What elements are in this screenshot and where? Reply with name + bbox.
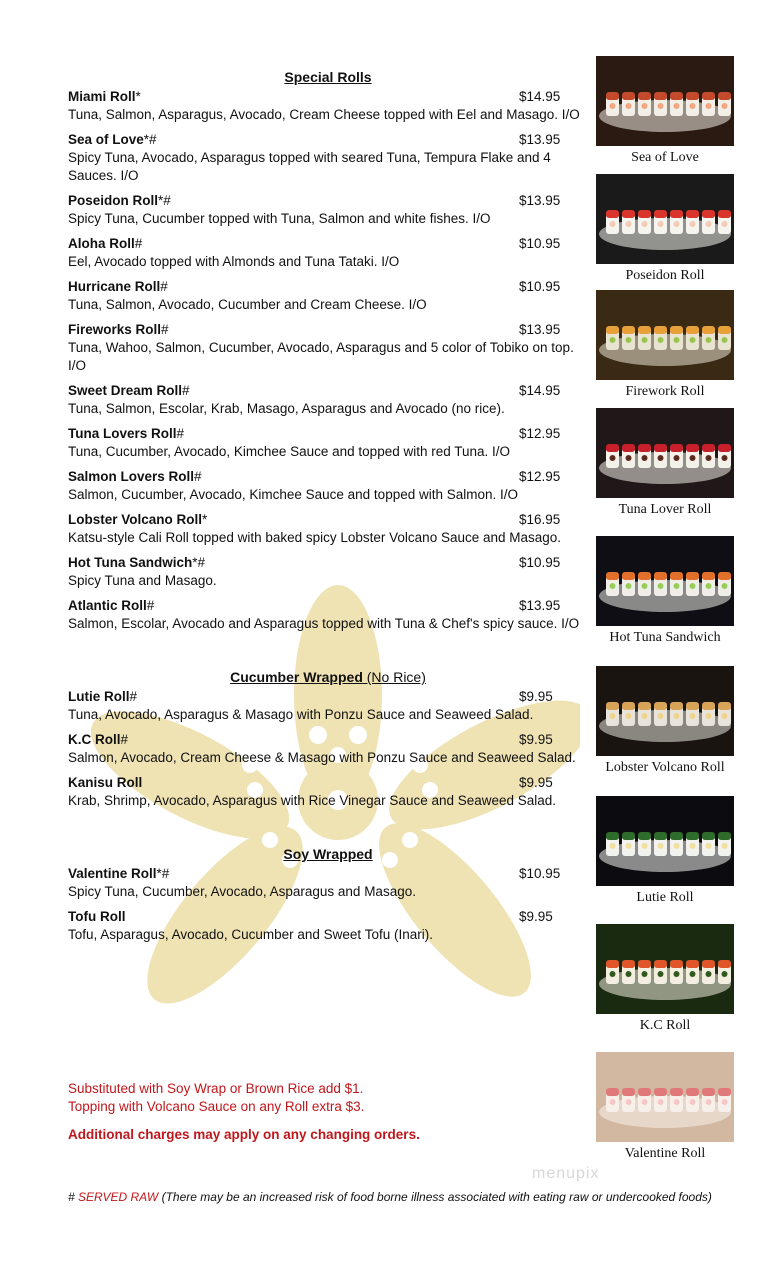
menu-item-name: Kanisu Roll bbox=[68, 775, 143, 790]
menu-item-name: Hurricane Roll bbox=[68, 279, 161, 294]
sushi-photo bbox=[592, 1052, 738, 1162]
menu-item bbox=[68, 131, 588, 185]
section-title-cucumber-wrapped bbox=[68, 668, 588, 686]
menu-item-price: $13.95 bbox=[519, 193, 561, 208]
section-note: (No Rice) bbox=[362, 669, 426, 685]
menu-list bbox=[68, 68, 588, 951]
menu-item bbox=[68, 774, 588, 810]
menu-item-price: $12.95 bbox=[519, 469, 561, 484]
sushi-photo bbox=[592, 290, 738, 400]
menu-item-price: $9.95 bbox=[519, 732, 553, 747]
menu-item bbox=[68, 865, 588, 901]
menu-item-price: $13.95 bbox=[519, 322, 561, 337]
menu-item-price: $10.95 bbox=[519, 279, 561, 294]
menu-item-mark: # bbox=[176, 426, 185, 441]
menu-item-name: Tuna Lovers Roll bbox=[68, 426, 177, 441]
menu-item-name: Tofu Roll bbox=[68, 909, 126, 924]
menupix-watermark: menupix bbox=[532, 1165, 600, 1182]
menu-item-price: $9.95 bbox=[519, 689, 553, 704]
menu-item bbox=[68, 688, 588, 724]
sushi-image bbox=[596, 536, 734, 626]
menu-item bbox=[68, 511, 588, 547]
menu-item-header bbox=[68, 468, 588, 486]
menu-item-header bbox=[68, 774, 588, 792]
menu-item-mark: * bbox=[135, 89, 141, 104]
menu-item-name: Lobster Volcano Roll bbox=[68, 512, 203, 527]
sushi-photo bbox=[592, 408, 738, 518]
sushi-photo bbox=[592, 536, 738, 646]
menu-item-header bbox=[68, 511, 588, 529]
menu-item bbox=[68, 731, 588, 767]
raw-disclaimer bbox=[68, 1190, 712, 1204]
menu-item-price: $14.95 bbox=[519, 383, 561, 398]
menu-item bbox=[68, 382, 588, 418]
menu-item-mark: # bbox=[146, 598, 155, 613]
menu-item-price: $10.95 bbox=[519, 866, 561, 881]
menu-item-header bbox=[68, 688, 588, 706]
menu-item-description: Tofu, Asparagus, Avocado, Cucumber and Sweet Tofu (Inari). bbox=[68, 927, 433, 942]
menu-item-mark: *# bbox=[158, 193, 171, 208]
menu-item-name: Sweet Dream Roll bbox=[68, 383, 183, 398]
menu-item-name: Hot Tuna Sandwich bbox=[68, 555, 193, 570]
menu-item bbox=[68, 908, 588, 944]
menu-item bbox=[68, 554, 588, 590]
menu-item-mark: # bbox=[120, 732, 129, 747]
menu-item bbox=[68, 88, 588, 124]
menu-item-description: Spicy Tuna, Cucumber topped with Tuna, Salmon and white fishes. I/O bbox=[68, 211, 491, 226]
photo-caption: Firework Roll bbox=[625, 384, 705, 399]
menu-item-mark: *# bbox=[192, 555, 206, 570]
menu-item bbox=[68, 192, 588, 228]
menu-item-description: Eel, Avocado topped with Almonds and Tuna Tataki. I/O bbox=[68, 254, 400, 269]
menu-item-name: Atlantic Roll bbox=[68, 598, 147, 613]
sushi-image bbox=[596, 408, 734, 498]
menu-item-name: Miami Roll bbox=[68, 89, 136, 104]
menu-item-name: Lutie Roll bbox=[68, 689, 130, 704]
sushi-image bbox=[596, 174, 734, 264]
sushi-image bbox=[596, 1052, 734, 1142]
menu-item-mark: # bbox=[182, 383, 190, 398]
menu-item-price: $10.95 bbox=[519, 555, 561, 570]
menu-item-description: Krab, Shrimp, Avocado, Asparagus with Rice Vinegar Sauce and Seaweed Salad. bbox=[68, 793, 557, 808]
sushi-photo bbox=[592, 56, 738, 166]
note-volcano-topping: Topping with Volcano Sauce on any Roll extra $3. bbox=[68, 1099, 365, 1114]
menu-notes bbox=[68, 1080, 420, 1144]
menu-item-description: Salmon, Escolar, Avocado and Asparagus topped with Tuna & Chef's spicy sauce. I/O bbox=[68, 616, 580, 631]
served-raw-label: SERVED RAW bbox=[78, 1190, 159, 1204]
menu-item-price: $13.95 bbox=[519, 132, 561, 147]
menu-item-header bbox=[68, 88, 588, 106]
photo-caption: Valentine Roll bbox=[624, 1146, 706, 1161]
sushi-image bbox=[596, 290, 734, 380]
section-title-soy-wrapped: Soy Wrapped bbox=[283, 846, 373, 862]
note-additional-charges: Additional charges may apply on any changing orders. bbox=[68, 1127, 420, 1142]
menu-item-name: Poseidon Roll bbox=[68, 193, 159, 208]
menu-item-description: Salmon, Cucumber, Avocado, Kimchee Sauce and topped with Salmon. I/O bbox=[68, 487, 519, 502]
menu-item-mark: # bbox=[160, 279, 168, 294]
menu-item-price: $10.95 bbox=[519, 236, 561, 251]
photo-caption: Hot Tuna Sandwich bbox=[609, 630, 721, 645]
menu-item-name: Fireworks Roll bbox=[68, 322, 162, 337]
menu-item-header bbox=[68, 731, 588, 749]
footer-disclaimer-text: (There may be an increased risk of food borne illness associated with eating raw or undercooked foods) bbox=[158, 1190, 712, 1204]
menu-item-mark: *# bbox=[156, 866, 170, 881]
menu-item-price: $12.95 bbox=[519, 426, 561, 441]
photo-caption: K.C Roll bbox=[639, 1018, 691, 1033]
photo-caption: Lutie Roll bbox=[636, 890, 694, 905]
note-substitution: Substituted with Soy Wrap or Brown Rice add $1. bbox=[68, 1081, 364, 1096]
menu-item bbox=[68, 468, 588, 504]
section-title-special-rolls: Special Rolls bbox=[284, 69, 372, 85]
sushi-image bbox=[596, 666, 734, 756]
sushi-photo bbox=[592, 666, 738, 776]
sushi-photo bbox=[592, 924, 738, 1034]
menu-item-name: Valentine Roll bbox=[68, 866, 157, 881]
menu-item-header bbox=[68, 131, 588, 149]
menu-item bbox=[68, 278, 588, 314]
menu-item-mark: # bbox=[129, 689, 138, 704]
menu-item-description: Tuna, Salmon, Avocado, Cucumber and Cream Cheese. I/O bbox=[68, 297, 427, 312]
menu-item-description: Tuna, Salmon, Escolar, Krab, Masago, Asparagus and Avocado (no rice). bbox=[68, 401, 505, 416]
menu-item-description: Tuna, Cucumber, Avocado, Kimchee Sauce and topped with red Tuna. I/O bbox=[68, 444, 511, 459]
sushi-image bbox=[596, 924, 734, 1014]
footer-hash: # bbox=[68, 1190, 79, 1204]
menu-item-price: $14.95 bbox=[519, 89, 561, 104]
menu-item-description: Tuna, Salmon, Asparagus, Avocado, Cream Cheese topped with Eel and Masago. I/O bbox=[68, 107, 580, 122]
menu-item-header bbox=[68, 321, 588, 339]
menu-item-description: Tuna, Avocado, Asparagus & Masago with Ponzu Sauce and Seaweed Salad. bbox=[68, 707, 534, 722]
menu-item-mark: *# bbox=[143, 132, 157, 147]
photo-caption: Poseidon Roll bbox=[625, 268, 705, 283]
menu-item-description: Salmon, Avocado, Cream Cheese & Masago with Ponzu Sauce and Seaweed Salad. bbox=[68, 750, 576, 765]
menu-item-description: Spicy Tuna and Masago. bbox=[68, 573, 217, 588]
menu-item-header bbox=[68, 865, 588, 883]
menu-item-header bbox=[68, 908, 588, 926]
menu-item-header bbox=[68, 235, 588, 253]
menu-item-mark: # bbox=[194, 469, 202, 484]
menu-item-description: Katsu-style Cali Roll topped with baked spicy Lobster Volcano Sauce and Masago. bbox=[68, 530, 562, 545]
menu-item-description: Spicy Tuna, Cucumber, Avocado, Asparagus and Masago. bbox=[68, 884, 416, 899]
sushi-photo bbox=[592, 174, 738, 284]
menu-item-description: Tuna, Wahoo, Salmon, Cucumber, Avocado, Asparagus and 5 color of Tobiko on top. I/O bbox=[68, 340, 574, 373]
menu-item-name: Salmon Lovers Roll bbox=[68, 469, 195, 484]
menu-item-price: $13.95 bbox=[519, 598, 561, 613]
menu-item bbox=[68, 321, 588, 375]
menu-item-header bbox=[68, 192, 588, 210]
menu-item-name: Aloha Roll bbox=[68, 236, 135, 251]
sushi-image bbox=[596, 56, 734, 146]
menu-item-description: Spicy Tuna, Avocado, Asparagus topped with seared Tuna, Tempura Flake and 4 Sauces. I/O bbox=[68, 150, 551, 183]
menu-item-name: K.C Roll bbox=[68, 732, 121, 747]
photo-caption: Tuna Lover Roll bbox=[618, 502, 712, 517]
menu-item bbox=[68, 425, 588, 461]
menu-item-header bbox=[68, 597, 588, 615]
menu-item-name: Sea of Love bbox=[68, 132, 144, 147]
sushi-image bbox=[596, 796, 734, 886]
menu-item-mark: * bbox=[202, 512, 208, 527]
menu-item bbox=[68, 597, 588, 633]
section-title-text: Cucumber Wrapped bbox=[230, 669, 363, 685]
menu-item-mark: # bbox=[134, 236, 143, 251]
menu-item-header bbox=[68, 382, 588, 400]
menu-item-header bbox=[68, 554, 588, 572]
photo-caption: Lobster Volcano Roll bbox=[605, 760, 725, 775]
menu-item-mark: # bbox=[161, 322, 169, 337]
menu-item-header bbox=[68, 278, 588, 296]
photo-caption: Sea of Love bbox=[631, 150, 699, 165]
menu-item-price: $9.95 bbox=[519, 775, 553, 790]
menu-item-price: $9.95 bbox=[519, 909, 553, 924]
menu-item-price: $16.95 bbox=[519, 512, 561, 527]
sushi-photo bbox=[592, 796, 738, 906]
menu-item-header bbox=[68, 425, 588, 443]
menu-item bbox=[68, 235, 588, 271]
